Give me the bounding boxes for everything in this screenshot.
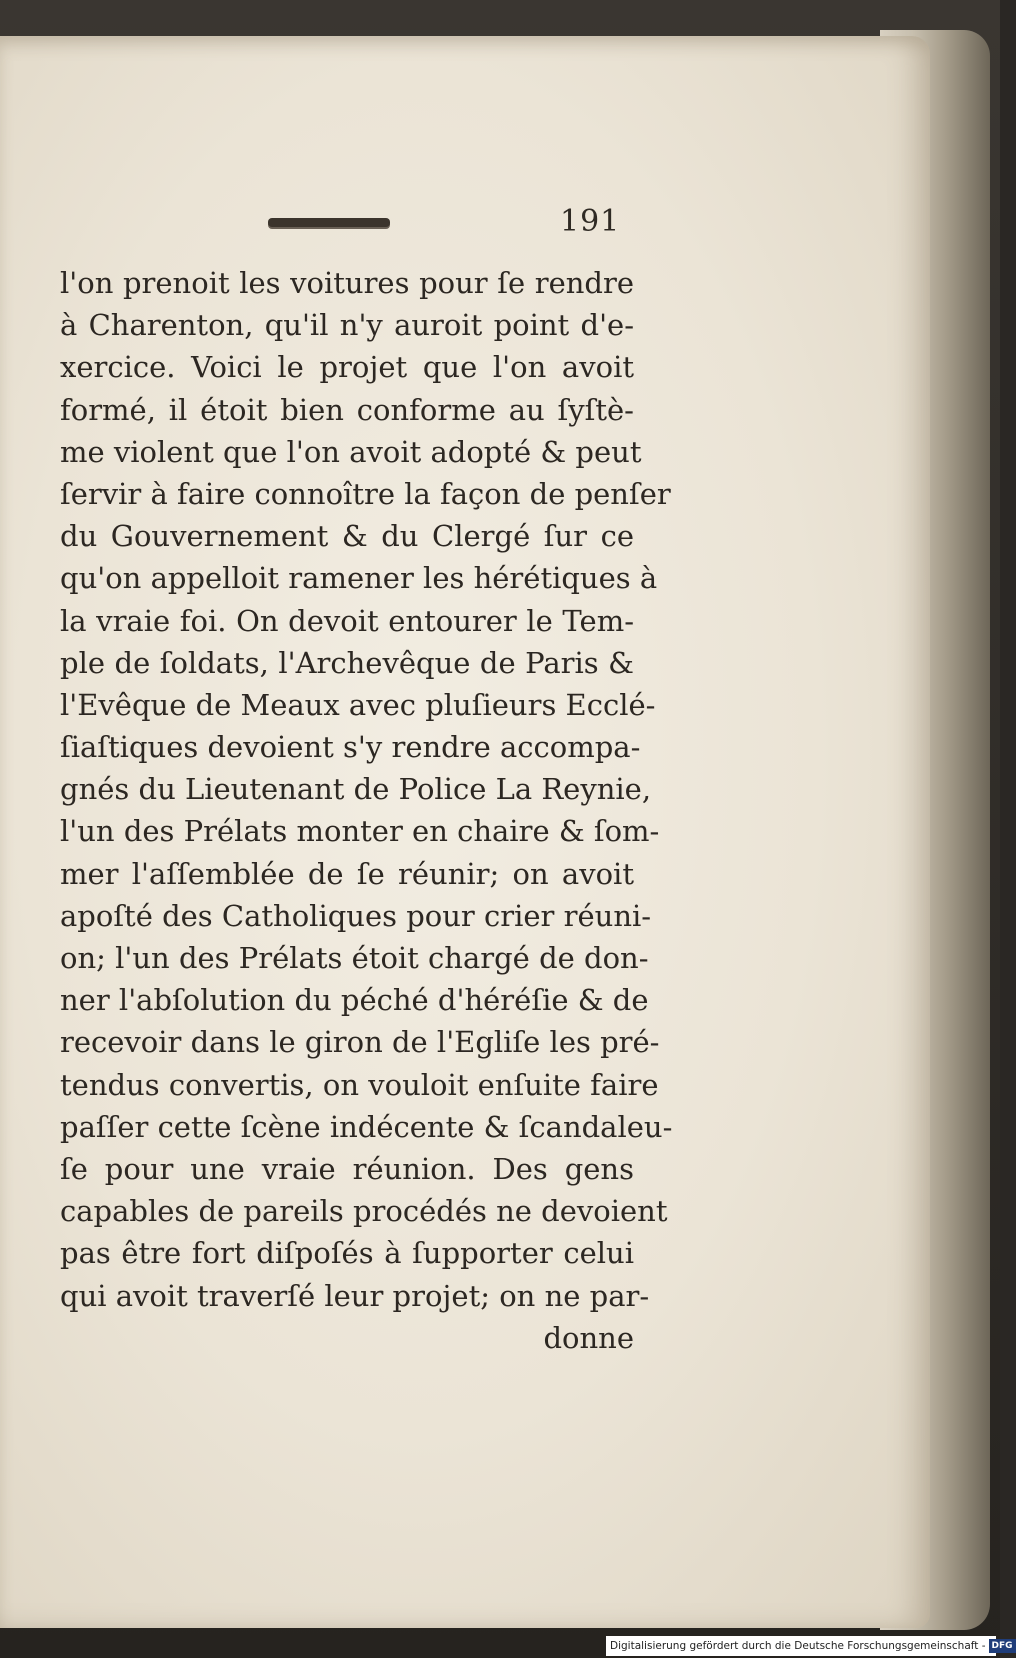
text-line: l'on prenoit les voitures pour ſe rendre [60, 266, 634, 300]
text-line: formé, il étoit bien conforme au ſyſtè- [60, 392, 634, 427]
text-line: tendus convertis, on vouloit enſuite faire [60, 1067, 659, 1102]
text-line: gnés du Lieutenant de Police La Reynie, [60, 772, 652, 807]
text-line: la vraie foi. On devoit entourer le Tem- [60, 603, 634, 638]
text-line: l'un des Prélats monter en chaire & ſom- [60, 814, 660, 849]
text-line: l'Evêque de Meaux avec pluſieurs Ecclé- [60, 687, 656, 722]
text-line: apoſté des Catholiques pour crier réuni- [60, 898, 652, 933]
text-line: mer l'aſſemblée de ſe réunir; on avoit [60, 856, 634, 891]
digitization-credit [606, 1636, 1013, 1656]
text-line: à Charenton, qu'il n'y auroit point d'e- [60, 308, 634, 343]
text-line: qu'on appelloit ramener les hérétiques à [60, 561, 658, 596]
text-line: capables de pareils procédés ne devoient [60, 1194, 668, 1229]
header-rule [268, 218, 390, 227]
dfg-logo-icon: DFG [989, 1639, 1016, 1653]
text-line: paſſer cette ſcène indécente & ſcandaleu- [60, 1109, 673, 1144]
text-line: ſe pour une vraie réunion. Des gens [60, 1151, 634, 1186]
text-line: xercice. Voici le projet que l'on avoit [60, 350, 634, 385]
text-line: me violent que l'on avoit adopté & peut [60, 434, 642, 469]
text-line: du Gouvernement & du Clergé ſur ce [60, 519, 634, 554]
page-number: 191 [560, 204, 621, 239]
text-line: ple de ſoldats, l'Archevêque de Paris & [60, 645, 634, 680]
text-line: ſiaſtiques devoient s'y rendre accompa- [60, 730, 641, 765]
text-line: on; l'un des Prélats étoit chargé de don- [60, 941, 649, 975]
body-text [60, 262, 673, 1359]
text-line: ner l'abſolution du péché d'héréſie & de [60, 983, 649, 1018]
text-line: pas être fort diſpoſés à ſupporter celui [60, 1236, 634, 1271]
catchword: donne [543, 1320, 634, 1355]
text-line: ſervir à faire connoître la façon de penſer [60, 476, 671, 511]
credit-text: Digitalisierung gefördert durch die Deutsche Forschungsgemeinschaft - [610, 1640, 986, 1652]
text-line: qui avoit traverſé leur projet; on ne par- [60, 1278, 650, 1313]
text-line: recevoir dans le giron de l'Egliſe les pré- [60, 1025, 660, 1060]
